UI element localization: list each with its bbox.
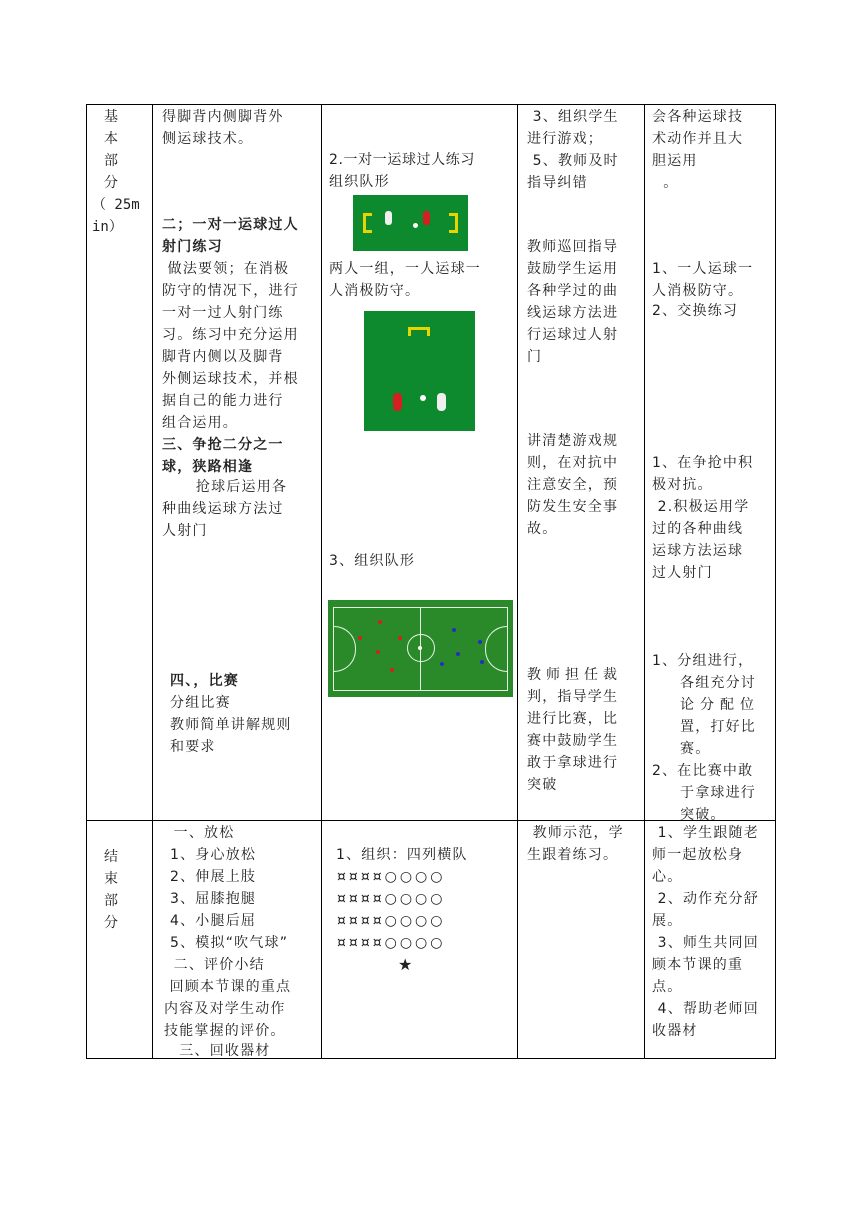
student-line: 师一起放松身 [652,847,744,863]
teacher-line: 各种学过的曲 [527,283,619,299]
section-label-char: 束 [104,871,120,887]
student-line: 1、在争抢中积 [652,455,754,471]
content-line: 据自己的能力进行 [162,393,284,409]
player-blue [440,662,444,666]
player-red [376,650,380,654]
player-red [423,211,430,225]
table-col-divider-2 [321,104,322,1059]
content-heading: 三、争抢二分之一 [162,437,284,453]
formation-row: ¤¤¤¤○○○○ [337,891,446,907]
ball [420,395,426,401]
content-line: 习。练习中充分运用 [162,327,299,343]
teacher-line: 则，在对抗中 [527,455,619,471]
player-red [398,636,402,640]
content-line: 抢球后运用各 [162,479,288,495]
table-col-divider-1 [152,104,153,1059]
player-red [390,668,394,672]
content-line: 一、放松 [168,825,235,841]
teacher-line: 判，指导学生 [527,689,619,705]
student-line: 论分配位 [680,697,760,713]
student-line: 赛。 [680,741,711,757]
teacher-line: 防发生安全事 [527,499,619,515]
content-line: 和要求 [170,739,216,755]
teacher-line: 鼓励学生运用 [527,261,619,277]
content-heading: 球，狭路相逢 [162,459,254,475]
content-line: 4、小腿后屈 [170,913,257,929]
match-field-diagram [328,600,513,697]
content-line: 分组比赛 [170,695,231,711]
section-label-char: 基 [104,109,120,125]
content-line: 3、屈膝抱腿 [170,891,257,907]
content-line: 5、模拟“吹气球” [170,935,289,951]
table-border-right [775,104,776,1059]
student-line: 过人射门 [652,565,713,581]
student-line: 各组充分讨 [680,675,756,691]
organization-line: 1、组织：四列横队 [336,847,468,863]
player-blue [478,640,482,644]
student-line: 2.积极运用学 [652,499,750,515]
content-line: 外侧运球技术，并根 [162,371,299,387]
content-line: 防守的情况下，进行 [162,283,299,299]
teacher-star-icon: ★ [398,955,414,974]
section-label-char: 分 [104,175,120,191]
player-red [393,393,402,411]
teacher-line: 教师示范，学 [527,825,624,841]
student-line: 2、动作充分舒 [652,891,759,907]
student-line: 顾本节课的重 [652,957,744,973]
teacher-line: 3、组织学生 [527,109,619,125]
teacher-line: 教师巡回指导 [527,239,619,255]
student-line: 术动作并且大 [652,131,744,147]
section-label-time: （ 25m [92,197,140,213]
teacher-line: 教师担任裁 [527,667,622,683]
teacher-line: 突破 [527,777,558,793]
student-line: 于拿球进行 [680,785,756,801]
teacher-line: 进行游戏； [527,131,603,147]
player-blue [480,660,484,664]
student-line: 2、在比赛中敢 [652,763,754,779]
table-col-divider-4 [644,104,645,1059]
goal-left [363,213,372,233]
table-col-divider-3 [517,104,518,1059]
content-line: 脚背内侧以及脚背 [162,349,284,365]
table-border-top [86,104,776,105]
organization-line: 组织队形 [329,174,390,190]
content-line: 内容及对学生动作 [164,1001,286,1017]
formation-row: ¤¤¤¤○○○○ [337,935,446,951]
teacher-line: 进行比赛，比 [527,711,619,727]
student-line: 1、一人运球一 [652,261,754,277]
content-heading: 四、，比赛 [170,673,239,689]
goal-right [449,213,458,233]
teacher-line: 生跟着练习。 [527,847,619,863]
organization-line: 人消极防守。 [329,283,421,299]
student-line: 展。 [652,913,683,929]
section-label-char: 部 [104,893,120,909]
section-label-char: 分 [104,915,120,931]
table-row-divider [86,820,776,821]
organization-line: 两人一组，一人运球一 [329,261,481,277]
teacher-line: 线运球方法进 [527,305,619,321]
content-line: 种曲线运球方法过 [162,501,284,517]
teacher-line: 注意安全，预 [527,477,619,493]
student-line: 运球方法运球 [652,543,744,559]
teacher-line: 行运球过人射 [527,327,619,343]
content-line: 一对一过人射门练 [162,305,284,321]
content-line: 1、身心放松 [170,847,257,863]
teacher-line: 门 [527,349,543,365]
content-line: 侧运球技术。 [162,131,254,147]
player-blue [452,628,456,632]
student-line: 会各种运球技 [652,109,744,125]
student-line: 4、帮助老师回 [652,1001,759,1017]
content-line: 做法要领；在消极 [162,261,290,277]
organization-line: 2.一对一运球过人练习 [329,152,475,168]
formation-row: ¤¤¤¤○○○○ [337,869,446,885]
section-label-char: 结 [104,849,120,865]
content-line: 回顾本节课的重点 [164,979,292,995]
student-line: 3、师生共同回 [652,935,759,951]
ball [418,646,422,650]
ball [413,223,418,228]
player-red [378,620,382,624]
student-line: 突破。 [680,807,726,823]
player-red [358,636,362,640]
student-line: 。 [652,175,679,191]
teacher-line: 赛中鼓励学生 [527,733,619,749]
teacher-line: 敢于拿球进行 [527,755,619,771]
student-line: 心。 [652,869,683,885]
formation-row: ¤¤¤¤○○○○ [337,913,446,929]
section-label-char: 本 [104,131,120,147]
player-blue [456,652,460,656]
content-line: 技能掌握的评价。 [164,1023,286,1039]
teacher-line: 指导纠错 [527,175,588,191]
student-line: 1、学生跟随老 [652,825,759,841]
player-white [385,211,392,225]
teacher-line: 5、教师及时 [527,153,619,169]
content-line: 人射门 [162,523,208,539]
organization-line: 3、组织队形 [329,553,416,569]
content-line: 二、评价小结 [168,957,265,973]
student-line: 收器材 [652,1023,698,1039]
section-label-time: in） [92,219,123,235]
content-line: 三、回收器材 [168,1043,271,1059]
content-line: 教师简单讲解规则 [170,717,292,733]
drill-diagram-1v1 [353,195,468,251]
teacher-line: 故。 [527,521,558,537]
student-line: 胆运用 [652,153,698,169]
student-line: 过的各种曲线 [652,521,744,537]
content-line: 组合运用。 [162,415,238,431]
goal-top [408,327,430,336]
student-line: 点。 [652,979,683,995]
content-line: 得脚背内侧脚背外 [162,109,284,125]
section-label-char: 部 [104,153,120,169]
student-line: 1、分组进行， [652,653,754,669]
student-line: 人消极防守。 [652,283,744,299]
content-line: 2、伸展上肢 [170,869,257,885]
teacher-line: 讲清楚游戏规 [527,433,619,449]
student-line: 置，打好比 [680,719,756,735]
student-line: 2、交换练习 [652,303,739,319]
player-white [437,393,446,411]
table-border-left [86,104,87,1059]
content-heading: 二；一对一运球过人 [162,217,299,233]
content-heading: 射门练习 [162,239,223,255]
student-line: 极对抗。 [652,477,713,493]
drill-diagram-shooting [364,311,475,431]
